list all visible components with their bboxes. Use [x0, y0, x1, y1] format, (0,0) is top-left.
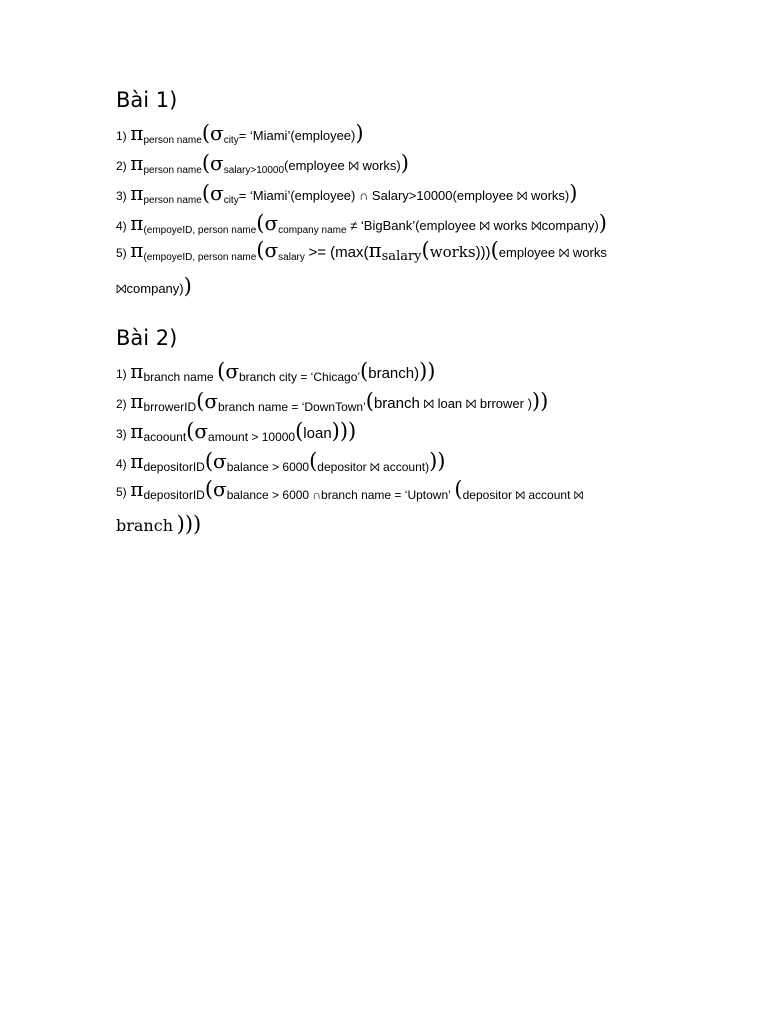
inner-pi-symbol: π: [368, 238, 382, 262]
bai2-line-5: 5) πdepositorID(σbalance > 6000 ∩branch name = ‘Uptown’ (depositor ⨝ account ⨝ branch ))): [116, 477, 584, 536]
pi-subscript: person name: [143, 165, 202, 176]
sigma-symbol: σ: [225, 359, 239, 383]
sigma-subscript: branch name = ‘DownTown’: [218, 400, 366, 414]
pi-symbol: π: [130, 211, 144, 235]
sigma-symbol: σ: [204, 389, 218, 413]
pi-symbol: π: [130, 389, 144, 413]
sigma-subscript: company name: [278, 225, 347, 236]
closing-parens: )): [531, 389, 549, 413]
section-title-bai1: Bài 1): [116, 88, 178, 112]
pi-symbol: π: [130, 477, 144, 501]
pi-symbol: π: [130, 449, 144, 473]
closing-parens: ))): [331, 419, 357, 443]
pi-symbol: π: [130, 238, 144, 262]
sigma-symbol: σ: [210, 121, 224, 145]
bai1-line-1: 1) $\pi_{person name}(\sigma_{city}=$ ‘Miami’(employee)): [116, 121, 364, 146]
bai2-line-2: 2) πbrrowerID(σbranch name = ‘DownTown’(branch ⨝ loan ⨝ brrower ))): [116, 389, 549, 414]
expression-rest: ≠ ‘BigBank’(employee ⨝ works ⨝company): [350, 218, 599, 233]
sigma-subscript: balance > 6000 ∩branch name = ‘Uptown’: [226, 488, 451, 502]
pi-symbol: π: [130, 121, 144, 145]
line-number: 5): [116, 246, 127, 260]
expression-rest: depositor ⨝ account): [317, 460, 430, 474]
expression-tail: employee ⨝ works ⨝company): [116, 245, 607, 296]
pi-subscript: (empoyeID, person name: [143, 225, 257, 236]
sigma-symbol: σ: [213, 449, 227, 473]
relation-branch: branch: [116, 516, 173, 535]
pi-symbol: π: [130, 181, 144, 205]
sigma-subscript: salary: [278, 252, 305, 263]
sigma-symbol: σ: [210, 151, 224, 175]
pi-subscript: person name: [143, 135, 202, 146]
line-number: 1): [116, 367, 127, 381]
pi-symbol: π: [130, 359, 144, 383]
line-number: 3): [116, 427, 127, 441]
bai1-line-5: 5) $\pi_{(empoyeID, person name}(\sigma_{salary}$ >= (max(πsalary(works)))(employee ⨝ works ⨝company)): [116, 238, 607, 298]
closing-parens: ))): [176, 512, 202, 536]
pi-subscript: depositorID: [143, 488, 205, 502]
relation-branch: branch: [373, 395, 420, 412]
bai2-line-1: 1) πbranch name (σbranch city = ‘Chicago’(branch))): [116, 359, 436, 384]
bai1-line-3: 3) $\pi_{person name}(\sigma_{city}=$ ‘Miami’(employee) ∩ Salary>10000(employee ⨝ works)): [116, 181, 578, 206]
sigma-subscript: amount > 10000: [208, 430, 296, 444]
sigma-subscript: salary>10000: [223, 165, 285, 176]
section-title-bai2: Bài 2): [116, 326, 178, 350]
line-number: 1): [116, 129, 127, 143]
expression-rest: branch): [368, 365, 420, 382]
pi-symbol: π: [130, 419, 144, 443]
line-number: 2): [116, 159, 127, 173]
pi-symbol: π: [130, 151, 144, 175]
line-number: 5): [116, 485, 127, 499]
line-number: 4): [116, 457, 127, 471]
inner-relation: works: [429, 243, 476, 261]
pi-subscript: person name: [143, 195, 202, 206]
line-number: 4): [116, 219, 127, 233]
expression-rest: ⨝ loan ⨝ brrower ): [419, 396, 532, 411]
expression-rest: = ‘Miami’(employee) ∩ Salary>10000(employee ⨝ works): [238, 188, 570, 203]
expression-rest: (employee ⨝ works): [284, 158, 401, 173]
bai1-line-4: 4) $\pi_{(empoyeID, person name}(\sigma_{company name}$ ≠ ‘BigBank’(employee ⨝ works ⨝company)): [116, 211, 607, 236]
expression-rest: = ‘Miami’(employee): [238, 128, 356, 143]
sigma-subscript: branch city = ‘Chicago’: [238, 370, 361, 384]
bai1-line-2: 2) $\pi_{person name}(\sigma_{salary>10000}(employee$ ⨝ works)): [116, 151, 409, 176]
bai2-line-3: 3) πacoount(σamount > 10000(loan))): [116, 419, 357, 444]
sigma-subscript: city: [223, 195, 239, 206]
sigma-subscript: balance > 6000: [226, 460, 310, 474]
pi-subscript: brrowerID: [143, 400, 197, 414]
pi-subscript: (empoyeID, person name: [143, 252, 257, 263]
sigma-symbol: σ: [213, 477, 227, 501]
closing-parens: )): [429, 449, 446, 473]
bai2-line-4: 4) πdepositorID(σbalance > 6000(depositor ⨝ account))): [116, 449, 446, 474]
expression-rest: >= (max(: [308, 244, 369, 261]
relation-loan: loan: [303, 425, 332, 442]
sigma-symbol: σ: [210, 181, 224, 205]
closing-parens: ))): [475, 244, 491, 261]
sigma-subscript: city: [223, 135, 239, 146]
pi-subscript: branch name: [143, 370, 214, 384]
pi-subscript: depositorID: [143, 460, 205, 474]
expression-rest: depositor ⨝ account ⨝: [462, 488, 584, 502]
line-number: 2): [116, 397, 127, 411]
sigma-symbol: σ: [264, 238, 279, 262]
inner-pi-subscript: salary: [381, 249, 422, 264]
pi-subscript: acoount: [143, 430, 187, 444]
closing-parens: )): [419, 359, 436, 383]
sigma-symbol: σ: [194, 419, 209, 443]
line-number: 3): [116, 189, 127, 203]
sigma-symbol: σ: [264, 211, 279, 235]
